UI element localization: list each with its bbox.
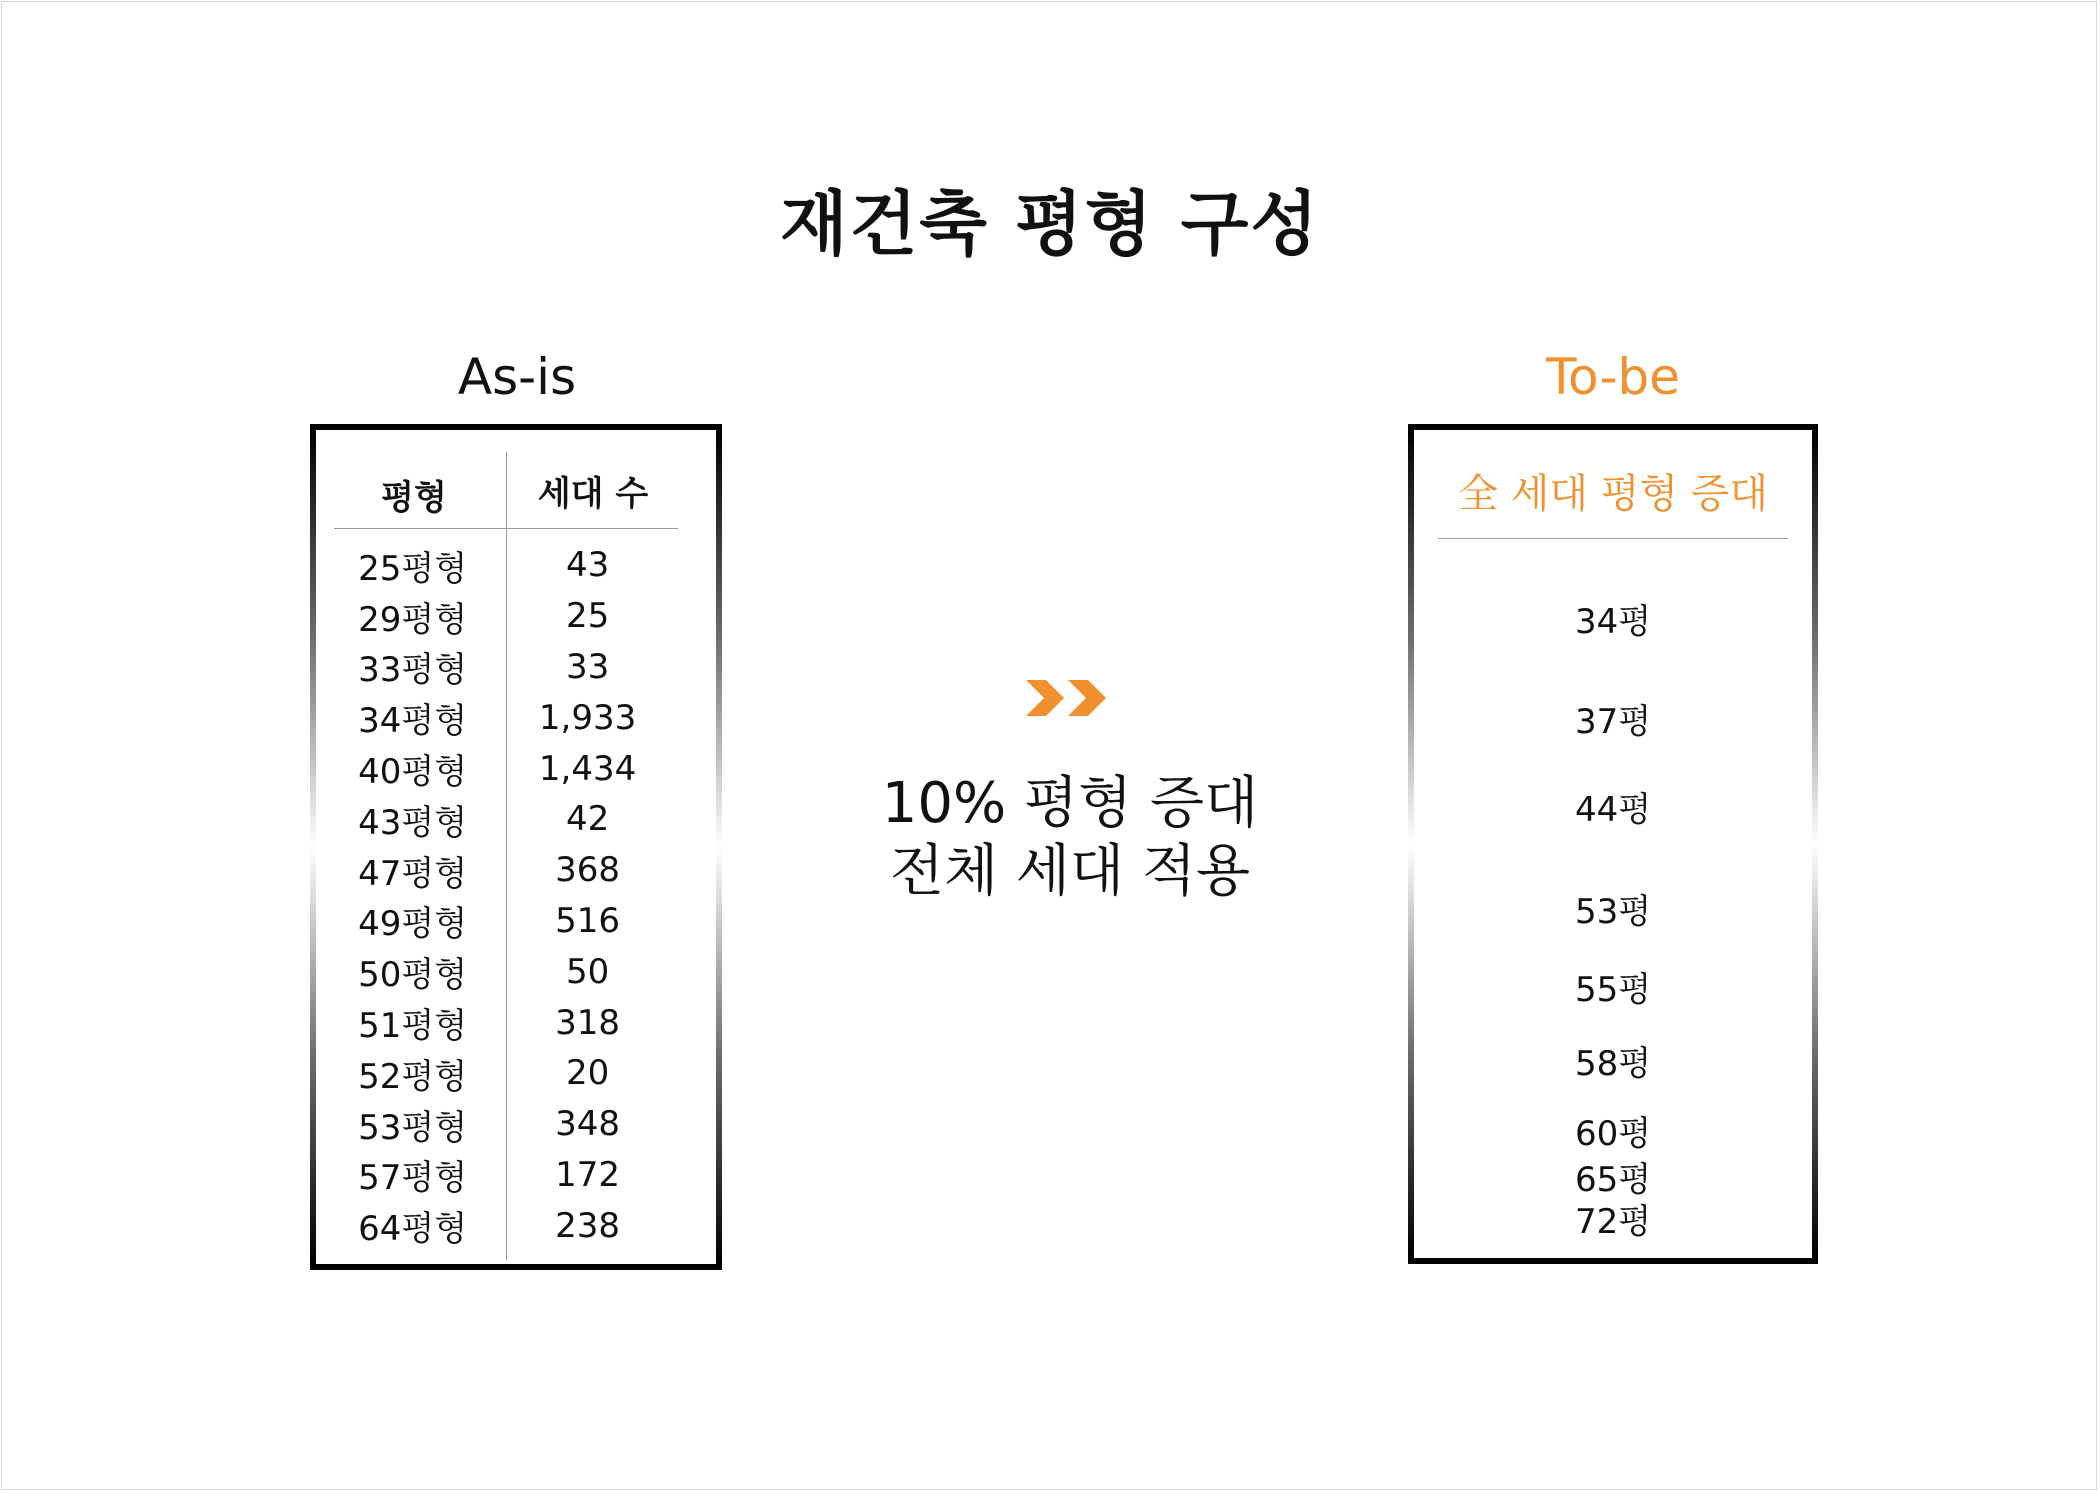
count-cell: 318 [555, 1002, 621, 1043]
count-cell: 516 [555, 900, 621, 941]
list-item: 53평 [1574, 892, 1652, 932]
table-row [334, 1200, 678, 1251]
area-cell: 64평형 [358, 1209, 468, 1250]
as-is-header-divider [334, 528, 678, 529]
list-item: 58평 [1574, 1044, 1652, 1084]
count-cell: 33 [565, 646, 610, 687]
count-cell: 1,933 [538, 697, 637, 738]
count-cell: 20 [565, 1053, 610, 1094]
to-be-label: To-be [1545, 348, 1681, 406]
transition-note-line-1: 10% 평형 증대 [881, 771, 1259, 836]
transition-note [800, 770, 1340, 906]
count-cell: 25 [565, 596, 610, 637]
table-row [334, 642, 678, 693]
area-cell: 29평형 [358, 599, 468, 640]
table-row [334, 845, 678, 896]
list-item: 55평 [1574, 970, 1652, 1010]
to-be-divider [1438, 538, 1788, 539]
count-cell: 43 [565, 545, 610, 586]
area-cell: 33평형 [358, 650, 468, 691]
area-cell: 43평형 [358, 802, 468, 843]
list-item: 65평 [1574, 1160, 1652, 1200]
list-item: 37평 [1574, 702, 1652, 742]
area-cell: 40평형 [358, 752, 468, 793]
transition-note-line-2: 전체 세대 적용 [889, 839, 1251, 904]
table-row [334, 946, 678, 997]
count-cell: 42 [565, 799, 610, 840]
double-chevron-right-icon [1024, 676, 1114, 720]
as-is-table-body [334, 540, 678, 1251]
table-row [334, 1099, 678, 1150]
table-row [334, 591, 678, 642]
as-is-header-count: 세대 수 [537, 474, 649, 514]
page-title: 재건축 평형 구성 [779, 183, 1321, 265]
table-row [334, 540, 678, 591]
table-row [334, 794, 678, 845]
list-item: 72평 [1574, 1202, 1652, 1242]
list-item: 60평 [1574, 1114, 1652, 1154]
count-cell: 172 [555, 1154, 621, 1195]
table-row [334, 1150, 678, 1201]
area-cell: 57평형 [358, 1158, 468, 1199]
as-is-label: As-is [457, 348, 577, 406]
count-cell: 368 [555, 850, 621, 891]
table-row [334, 743, 678, 794]
area-cell: 47평형 [358, 853, 468, 894]
table-row [334, 1048, 678, 1099]
table-row [334, 997, 678, 1048]
count-cell: 348 [555, 1104, 621, 1145]
list-item: 44평 [1574, 790, 1652, 830]
to-be-heading: 全 세대 평형 증대 [1458, 471, 1768, 517]
area-cell: 51평형 [358, 1006, 468, 1047]
count-cell: 1,434 [538, 748, 637, 789]
list-item: 34평 [1574, 602, 1652, 642]
as-is-header-area: 평형 [381, 478, 447, 518]
area-cell: 25평형 [358, 548, 468, 589]
table-row [334, 896, 678, 947]
area-cell: 52평형 [358, 1056, 468, 1097]
area-cell: 49평형 [358, 904, 468, 945]
count-cell: 238 [555, 1205, 621, 1246]
area-cell: 53평형 [358, 1107, 468, 1148]
table-row [334, 692, 678, 743]
count-cell: 50 [565, 951, 610, 992]
area-cell: 34평형 [358, 701, 468, 742]
area-cell: 50평형 [358, 955, 468, 996]
